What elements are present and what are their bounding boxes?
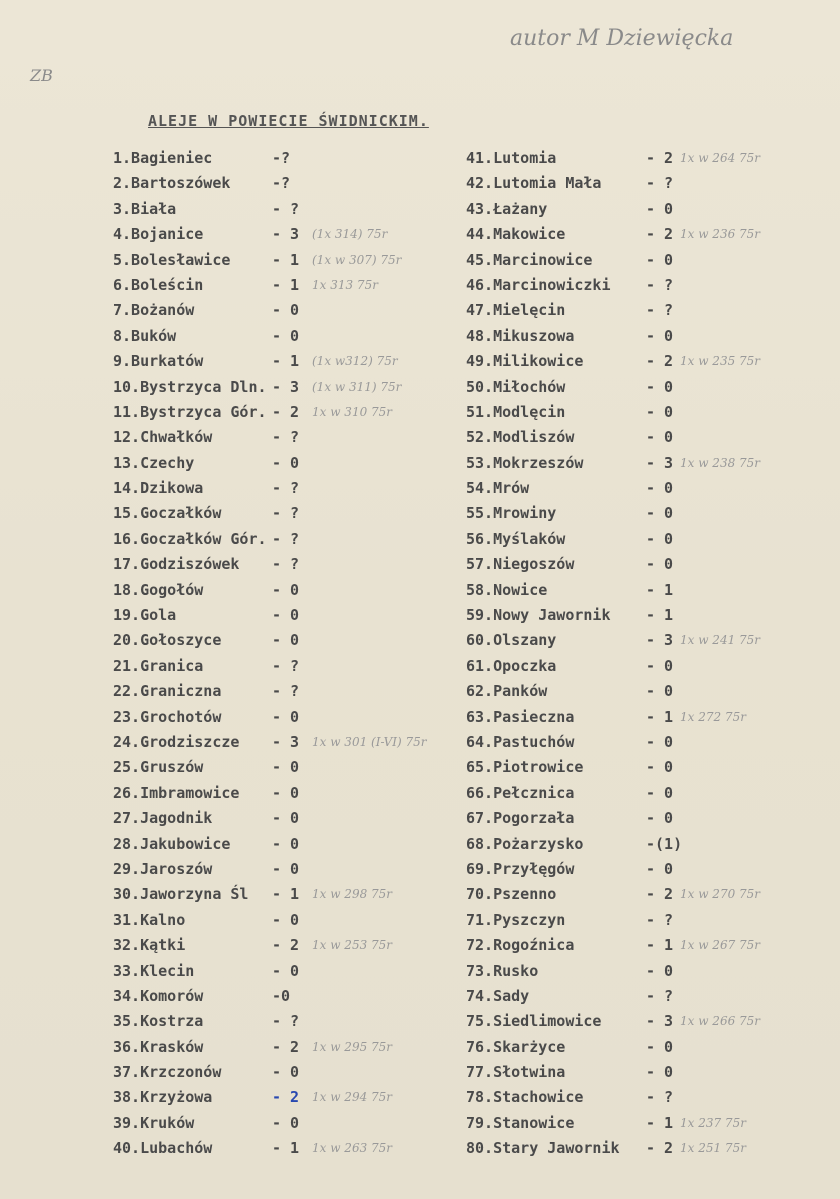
village-name: 9.Burkatów (113, 352, 204, 371)
right-column (0, 146, 840, 1162)
handwritten-note: 1x w 238 75r (680, 455, 761, 470)
village-name: 22.Graniczna (113, 682, 222, 701)
avenue-count: - 1 (272, 250, 300, 269)
avenue-count: - 0 (272, 809, 300, 828)
avenue-count: - ? (272, 555, 300, 574)
avenue-count: - 2 (646, 352, 674, 371)
avenue-count: - ? (272, 428, 300, 447)
handwritten-note: 1x w 266 75r (680, 1014, 761, 1029)
village-name: 62.Panków (466, 682, 548, 701)
list-item (0, 222, 840, 247)
avenue-count: - ? (272, 682, 300, 701)
avenue-count: - ? (646, 275, 674, 294)
list-item (0, 628, 840, 653)
avenue-count: - 0 (272, 580, 300, 599)
village-name: 20.Gołoszyce (113, 631, 222, 650)
village-name: 67.Pogorzała (466, 809, 575, 828)
list-item (0, 1060, 840, 1085)
avenue-count: - 0 (272, 453, 300, 472)
avenue-count: - 0 (646, 809, 674, 828)
avenue-count: - ? (272, 1012, 300, 1031)
village-name: 75.Siedlimowice (466, 1012, 602, 1031)
list-item (0, 679, 840, 704)
avenue-count: - 0 (272, 606, 300, 625)
avenue-count: - 0 (646, 504, 674, 523)
village-name: 72.Rogoźnica (466, 936, 575, 955)
avenue-count: - 0 (646, 326, 674, 345)
list-item (0, 146, 840, 171)
list-item (0, 527, 840, 552)
avenue-count: - 0 (646, 961, 674, 980)
village-name: 63.Pasieczna (466, 707, 575, 726)
list-item (0, 197, 840, 222)
list-item (0, 882, 840, 907)
avenue-count: - 2 (646, 149, 674, 167)
village-name: 73.Rusko (466, 961, 539, 980)
avenue-count: - 3 (272, 732, 300, 751)
avenue-count: - 0 (272, 326, 300, 345)
village-name: 35.Kostrza (113, 1012, 204, 1031)
avenue-count: - 0 (646, 732, 674, 751)
village-name: 74.Sady (466, 986, 530, 1005)
avenue-count: - 3 (646, 1012, 674, 1031)
list-item (0, 552, 840, 577)
village-name: 76.Skarżyce (466, 1037, 566, 1056)
village-name: 28.Jakubowice (113, 834, 231, 853)
avenue-count: - 0 (272, 961, 300, 980)
avenue-count: - 1 (272, 275, 300, 294)
avenue-count: - 0 (272, 783, 300, 802)
village-name: 38.Krzyżowa (113, 1088, 213, 1107)
list-item (0, 298, 840, 323)
village-name: 69.Przyłęgów (466, 859, 575, 878)
avenue-count: - 2 (272, 1088, 300, 1107)
handwritten-note: 1x w 295 75r (312, 1039, 393, 1054)
list-item (0, 857, 840, 882)
avenue-count: - 0 (646, 656, 674, 675)
avenue-count: - 2 (272, 402, 300, 421)
village-name: 17.Godziszówek (113, 555, 240, 574)
village-name: 19.Gola (113, 606, 177, 625)
author-annotation: autor M Dziewięcka (510, 26, 734, 51)
village-name: 2.Bartoszówek (113, 174, 231, 193)
list-item (0, 933, 840, 958)
avenue-count: - 1 (272, 1139, 300, 1158)
village-name: 52.Modliszów (466, 428, 575, 447)
avenue-count: - 0 (272, 631, 300, 650)
avenue-count: - 0 (646, 1037, 674, 1056)
avenue-count: - 0 (272, 859, 300, 878)
village-name: 68.Pożarzysko (466, 834, 584, 853)
avenue-count: - ? (646, 174, 674, 193)
list-item (0, 806, 840, 831)
village-name: 53.Mokrzeszów (466, 453, 584, 472)
handwritten-note: 1x w 301 (I-VI) 75r (312, 734, 427, 749)
village-name: 58.Nowice (466, 580, 548, 599)
list-item (0, 755, 840, 780)
village-name: 33.Klecin (113, 961, 195, 980)
avenue-count: - 0 (272, 1113, 300, 1132)
page-title: ALEJE W POWIECIE ŚWIDNICKIM. (148, 112, 429, 130)
avenue-count: - 0 (646, 479, 674, 498)
village-name: 7.Bożanów (113, 301, 195, 320)
avenue-count: - ? (272, 529, 300, 548)
avenue-count: - 3 (646, 453, 674, 472)
village-name: 79.Stanowice (466, 1113, 575, 1132)
handwritten-note: 1x 313 75r (312, 277, 378, 292)
list-item (0, 578, 840, 603)
village-name: 39.Kruków (113, 1113, 195, 1132)
village-name: 41.Lutomia (466, 149, 557, 167)
village-name: 48.Mikuszowa (466, 326, 575, 345)
village-name: 55.Mrowiny (466, 504, 557, 523)
village-name: 66.Pełcznica (466, 783, 575, 802)
avenue-count: - 0 (272, 707, 300, 726)
handwritten-note: 1x w 241 75r (680, 633, 761, 648)
village-name: 50.Miłochów (466, 377, 566, 396)
village-name: 26.Imbramowice (113, 783, 240, 802)
avenue-count: - 1 (646, 580, 674, 599)
village-name: 77.Słotwina (466, 1063, 566, 1082)
village-name: 30.Jaworzyna Śl (113, 885, 249, 904)
list-item (0, 476, 840, 501)
avenue-count: - 0 (272, 1063, 300, 1082)
village-name: 36.Krasków (113, 1037, 204, 1056)
list-item (0, 451, 840, 476)
avenue-count: - 2 (646, 885, 674, 904)
village-name: 56.Myślaków (466, 529, 566, 548)
village-name: 64.Pastuchów (466, 732, 575, 751)
village-name: 47.Mielęcin (466, 301, 566, 320)
list-item (0, 908, 840, 933)
avenue-count: -0 (272, 986, 291, 1005)
avenue-count: - ? (646, 910, 674, 929)
handwritten-note: (1x 314) 75r (312, 227, 388, 242)
avenue-count: - 1 (646, 1113, 674, 1132)
list-item (0, 425, 840, 450)
avenue-count: - 0 (646, 682, 674, 701)
avenue-count: - 0 (646, 250, 674, 269)
village-name: 27.Jagodnik (113, 809, 213, 828)
village-name: 40.Lubachów (113, 1139, 213, 1158)
village-name: 34.Komorów (113, 986, 204, 1005)
village-name: 31.Kalno (113, 910, 186, 929)
avenue-count: - 2 (272, 936, 300, 955)
list-item (0, 501, 840, 526)
list-item (0, 1111, 840, 1136)
avenue-count: - 0 (646, 199, 674, 218)
avenue-count: -(1) (646, 834, 683, 853)
village-name: 21.Granica (113, 656, 204, 675)
list-item (0, 171, 840, 196)
avenue-count: - 0 (272, 834, 300, 853)
village-name: 65.Piotrowice (466, 758, 584, 777)
list-item (0, 730, 840, 755)
handwritten-note: 1x w 236 75r (680, 227, 761, 242)
village-name: 42.Lutomia Mała (466, 174, 602, 193)
handwritten-note: 1x w 235 75r (680, 354, 761, 369)
village-name: 3.Biała (113, 199, 177, 218)
avenue-count: - 1 (646, 606, 674, 625)
avenue-count: - 2 (646, 225, 674, 244)
village-name: 13.Czechy (113, 453, 195, 472)
village-name: 11.Bystrzyca Gór. (113, 402, 267, 421)
list-item (0, 1085, 840, 1110)
list-item (0, 654, 840, 679)
avenue-count: - 2 (272, 1037, 300, 1056)
handwritten-note: 1x 272 75r (680, 709, 746, 724)
village-name: 70.Pszenno (466, 885, 557, 904)
avenue-count: - 1 (272, 352, 300, 371)
village-name: 24.Grodziszcze (113, 732, 240, 751)
handwritten-note: 1x 251 75r (680, 1141, 746, 1156)
handwritten-note: 1x w 270 75r (680, 887, 761, 902)
avenue-count: -? (272, 149, 291, 167)
village-name: 32.Kątki (113, 936, 186, 955)
handwritten-note: 1x w 298 75r (312, 887, 393, 902)
list-item (0, 959, 840, 984)
village-name: 37.Krzczonów (113, 1063, 222, 1082)
avenue-count: - 0 (272, 301, 300, 320)
avenue-count: - 1 (272, 885, 300, 904)
handwritten-note: 1x w 253 75r (312, 938, 393, 953)
village-name: 44.Makowice (466, 225, 566, 244)
avenue-count: - 0 (272, 910, 300, 929)
avenue-count: - ? (272, 656, 300, 675)
avenue-count: - 0 (272, 758, 300, 777)
avenue-count: - ? (646, 986, 674, 1005)
village-name: 43.Łażany (466, 199, 548, 218)
list-item (0, 375, 840, 400)
village-name: 45.Marcinowice (466, 250, 593, 269)
village-name: 10.Bystrzyca Dln. (113, 377, 267, 396)
avenue-count: - ? (272, 504, 300, 523)
avenue-count: - 1 (646, 936, 674, 955)
village-name: 78.Stachowice (466, 1088, 584, 1107)
list-item (0, 324, 840, 349)
avenue-count: - 3 (646, 631, 674, 650)
village-name: 5.Bolesławice (113, 250, 231, 269)
avenue-count: - 0 (646, 783, 674, 802)
handwritten-note: (1x w312) 75r (312, 354, 398, 369)
avenue-count: - 0 (646, 377, 674, 396)
village-name: 1.Bagieniec (113, 149, 213, 167)
village-name: 15.Goczałków (113, 504, 222, 523)
handwritten-note: 1x w 310 75r (312, 404, 393, 419)
avenue-count: - ? (646, 1088, 674, 1107)
village-name: 46.Marcinowiczki (466, 275, 611, 294)
avenue-count: - ? (272, 479, 300, 498)
list-item (0, 603, 840, 628)
village-name: 80.Stary Jawornik (466, 1139, 620, 1158)
handwritten-note: (1x w 307) 75r (312, 252, 402, 267)
village-name: 51.Modlęcin (466, 402, 566, 421)
village-name: 54.Mrów (466, 479, 530, 498)
village-name: 16.Goczałków Gór. (113, 529, 267, 548)
village-name: 4.Bojanice (113, 225, 204, 244)
list-item (0, 781, 840, 806)
village-name: 12.Chwałków (113, 428, 213, 447)
handwritten-note: 1x w 294 75r (312, 1090, 393, 1105)
avenue-count: - ? (646, 301, 674, 320)
list-item (0, 984, 840, 1009)
avenue-count: - 0 (646, 428, 674, 447)
avenue-count: - ? (272, 199, 300, 218)
list-item (0, 273, 840, 298)
avenue-count: - 0 (646, 1063, 674, 1082)
avenue-count: - 0 (646, 555, 674, 574)
avenue-count: -? (272, 174, 291, 193)
list-item (0, 1035, 840, 1060)
avenue-count: - 0 (646, 859, 674, 878)
list-item (0, 705, 840, 730)
avenue-count: - 0 (646, 529, 674, 548)
village-name: 14.Dzikowa (113, 479, 204, 498)
avenue-count: - 3 (272, 225, 300, 244)
page-mark: ZB (30, 66, 53, 85)
village-name: 18.Gogołów (113, 580, 204, 599)
list-item (0, 349, 840, 374)
village-name: 60.Olszany (466, 631, 557, 650)
village-name: 8.Buków (113, 326, 177, 345)
list-item (0, 1009, 840, 1034)
village-name: 49.Milikowice (466, 352, 584, 371)
village-name: 71.Pyszczyn (466, 910, 566, 929)
handwritten-note: 1x w 267 75r (680, 938, 761, 953)
list-item (0, 400, 840, 425)
village-name: 59.Nowy Jawornik (466, 606, 611, 625)
handwritten-note: 1x w 263 75r (312, 1141, 393, 1156)
list-item (0, 832, 840, 857)
handwritten-note: 1x w 264 75r (680, 151, 761, 165)
avenue-count: - 2 (646, 1139, 674, 1158)
village-name: 29.Jaroszów (113, 859, 213, 878)
handwritten-note: (1x w 311) 75r (312, 379, 402, 394)
avenue-count: - 0 (646, 402, 674, 421)
avenue-count: - 3 (272, 377, 300, 396)
village-name: 23.Grochotów (113, 707, 222, 726)
village-name: 57.Niegoszów (466, 555, 575, 574)
avenue-count: - 1 (646, 707, 674, 726)
village-name: 61.Opoczka (466, 656, 557, 675)
village-name: 6.Boleścin (113, 275, 204, 294)
handwritten-note: 1x 237 75r (680, 1115, 746, 1130)
list-item (0, 248, 840, 273)
list-item (0, 1136, 840, 1161)
avenue-count: - 0 (646, 758, 674, 777)
village-name: 25.Gruszów (113, 758, 204, 777)
